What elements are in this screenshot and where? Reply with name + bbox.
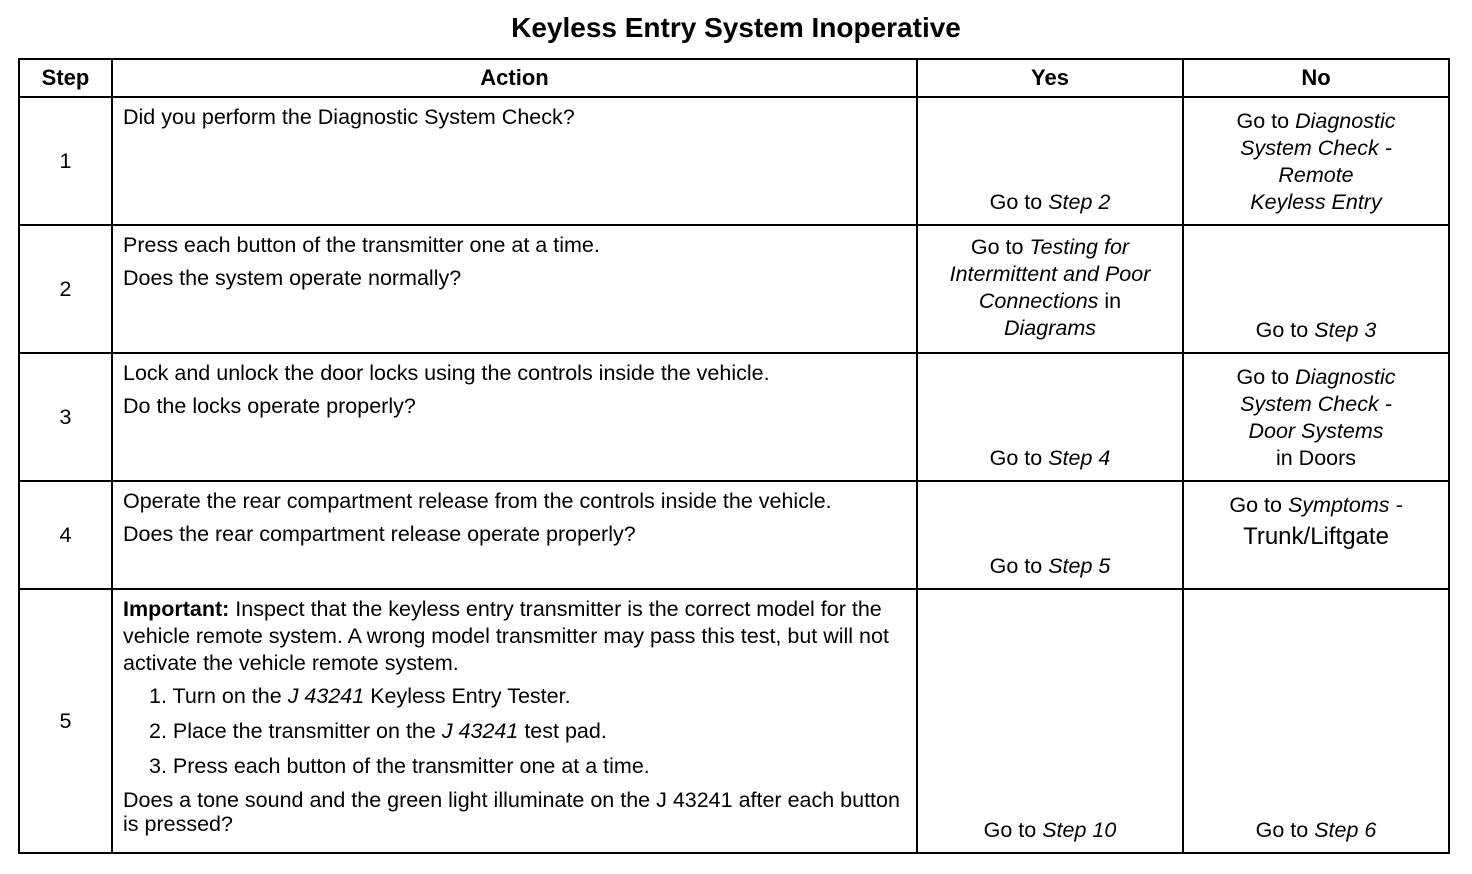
yes-cell [917,97,1183,225]
go-to-label: Go to [1255,318,1309,342]
yes-reference: Connections [978,289,1099,313]
list-item [149,718,908,745]
go-to-label: Go to [1255,818,1309,842]
substep-text: Turn on the [172,684,282,708]
header-action: Action [112,59,917,97]
header-row [19,59,1449,97]
action-text: Did you perform the Diagnostic System Check? [123,105,575,129]
page-title: Keyless Entry System Inoperative [511,12,961,43]
action-question: Does a tone sound and the green light illuminate on the J 43241 after each button is pressed? [123,788,900,836]
table-row [19,225,1449,353]
action-question: Do the locks operate properly? [123,394,416,418]
no-cell [1183,353,1449,481]
table-row [19,481,1449,589]
important-label: Important: [123,597,230,621]
go-to-label: Go to [989,446,1043,470]
table-row [19,97,1449,225]
yes-reference: Diagrams [1004,316,1096,340]
go-to-label: Go to [1236,365,1290,389]
no-tail: in Doors [1275,446,1357,470]
yes-reference: Step 2 [1048,190,1111,214]
step-number: 4 [19,481,112,589]
diagnostic-table [18,58,1450,854]
action-question: Does the rear compartment release operate properly? [123,522,636,546]
table-row [19,589,1449,853]
substep-number: 2. [149,719,167,743]
header-step: Step [19,59,112,97]
no-reference: Symptoms - [1287,493,1403,517]
action-cell [112,481,917,589]
action-cell [112,589,917,853]
action-text: Operate the rear compartment release from the controls inside the vehicle. [123,489,832,513]
go-to-label: Go to [989,554,1043,578]
no-reference: Door Systems [1248,419,1384,443]
yes-reference: Step 5 [1048,554,1111,578]
step-number: 3 [19,353,112,481]
step-number: 1 [19,97,112,225]
yes-reference: Step 4 [1048,446,1111,470]
yes-cell [917,225,1183,353]
important-note [123,596,908,677]
no-reference: Step 3 [1314,318,1377,342]
substep-text: Press each button of the transmitter one at a time. [172,754,650,778]
no-cell [1183,481,1449,589]
action-cell [112,353,917,481]
step-number: 5 [19,589,112,853]
in-label: in [1104,289,1122,313]
yes-cell [917,589,1183,853]
substep-number: 3. [149,754,167,778]
go-to-label: Go to [989,190,1043,214]
important-text: Inspect that the keyless entry transmitter is the correct model for the vehicle remote system. A wrong model transmitter may pass this test, but will not activate the vehicle remote system. [123,597,889,675]
header-yes: Yes [917,59,1183,97]
go-to-label: Go to [970,235,1024,259]
tool-reference: J 43241 [441,719,519,743]
no-cell [1183,97,1449,225]
substep-text: Keyless Entry Tester. [370,684,571,708]
header-no: No [1183,59,1449,97]
no-reference: Remote [1278,163,1354,187]
list-item [149,753,908,780]
action-cell [112,225,917,353]
go-to-label: Go to [1229,493,1282,517]
go-to-label: Go to [1236,109,1290,133]
no-reference: Diagnostic [1295,109,1396,133]
action-cell [112,97,917,225]
action-question: Does the system operate normally? [123,266,462,290]
yes-reference: Intermittent and Poor [949,262,1151,286]
substep-text: Place the transmitter on the [172,719,436,743]
substep-number: 1. [149,684,167,708]
no-reference: Keyless Entry [1250,190,1382,214]
go-to-label: Go to [983,818,1037,842]
no-reference: Step 6 [1314,818,1377,842]
yes-reference: Testing for [1029,235,1130,259]
substep-list [149,683,908,780]
step-number: 2 [19,225,112,353]
yes-reference: Step 10 [1042,818,1117,842]
no-reference: System Check - [1240,392,1392,416]
no-tail: Trunk/Liftgate [1243,523,1389,550]
action-text: Lock and unlock the door locks using the controls inside the vehicle. [123,361,770,385]
yes-cell [917,353,1183,481]
substep-text: test pad. [524,719,607,743]
no-cell [1183,589,1449,853]
yes-cell [917,481,1183,589]
table-row [19,353,1449,481]
action-text: Press each button of the transmitter one at a time. [123,233,600,257]
list-item [149,683,908,710]
no-reference: System Check - [1240,136,1392,160]
no-reference: Diagnostic [1295,365,1396,389]
no-cell [1183,225,1449,353]
tool-reference: J 43241 [287,684,365,708]
